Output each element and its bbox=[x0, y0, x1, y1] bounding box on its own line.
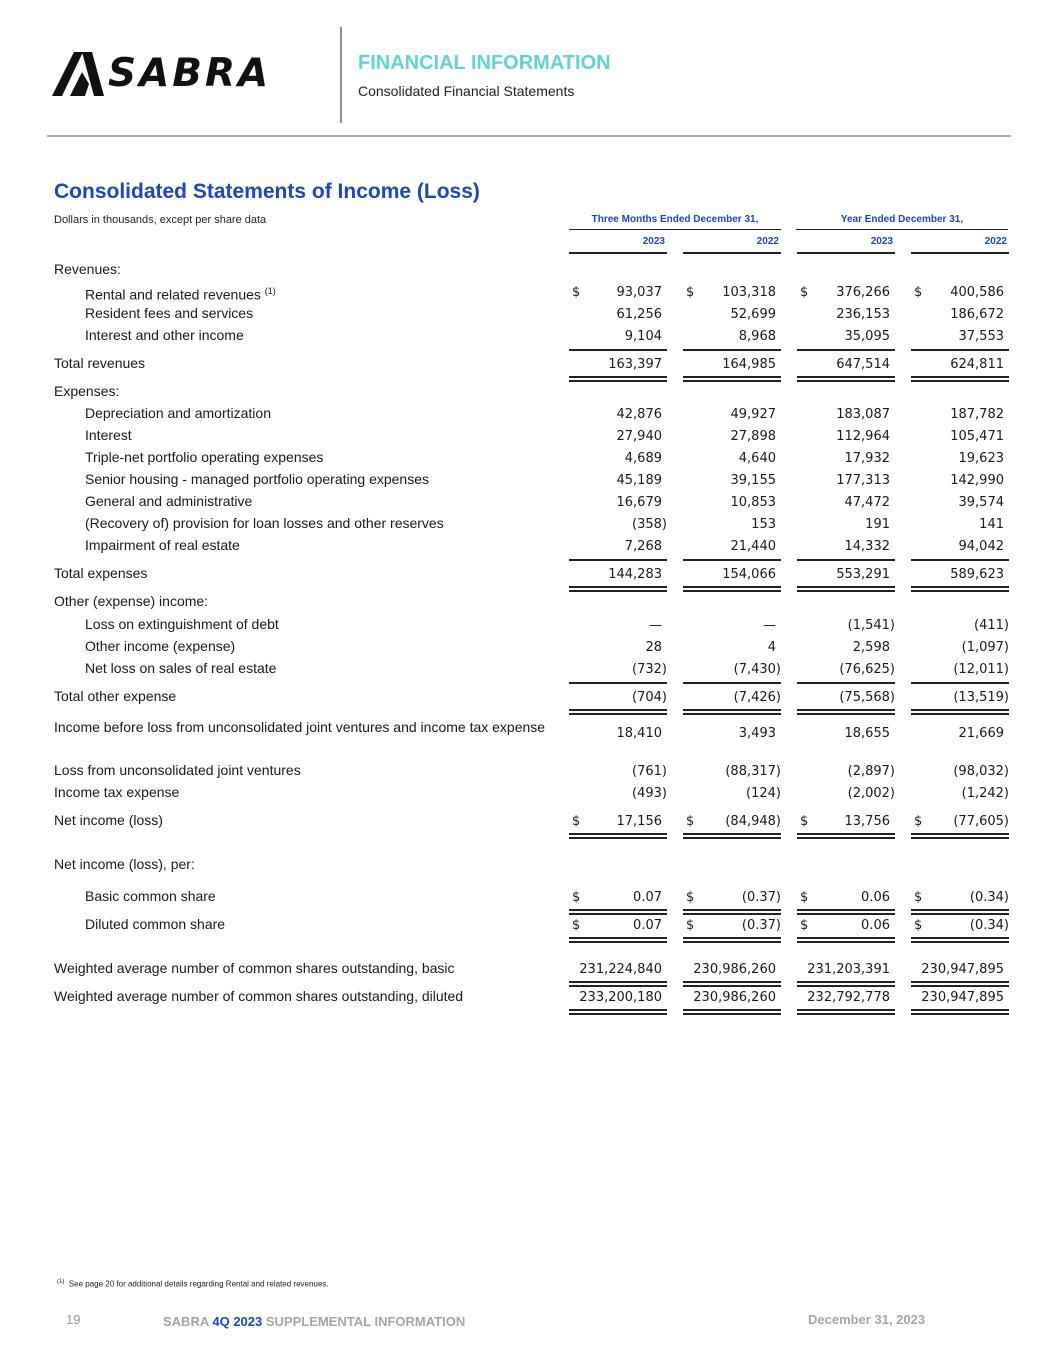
year-header: 2023 bbox=[642, 236, 665, 247]
value-cell: (704) bbox=[632, 690, 667, 705]
total-double-rule bbox=[911, 1013, 1009, 1015]
row-label bbox=[85, 427, 132, 443]
row-label-text: Depreciation and amortization bbox=[85, 405, 271, 421]
row-label bbox=[85, 449, 323, 465]
total-double-rule bbox=[797, 837, 895, 839]
value-cell: 0.06 bbox=[861, 890, 890, 905]
value-cell: 141 bbox=[979, 517, 1004, 532]
total-double-rule bbox=[683, 590, 781, 592]
total-double-rule bbox=[683, 941, 781, 943]
value-cell: 61,256 bbox=[616, 307, 662, 322]
total-double-rule bbox=[683, 833, 781, 835]
value-cell: 17,932 bbox=[844, 451, 890, 466]
total-double-rule bbox=[569, 937, 667, 939]
value-cell: (2,002) bbox=[847, 786, 895, 801]
row-label bbox=[85, 515, 444, 531]
row-label bbox=[54, 719, 554, 735]
units-note: Dollars in thousands, except per share data bbox=[54, 214, 267, 226]
section-subtitle: Consolidated Financial Statements bbox=[358, 83, 575, 99]
value-cell: 0.07 bbox=[633, 918, 662, 933]
subtotal-rule bbox=[911, 682, 1009, 684]
total-double-rule bbox=[569, 713, 667, 715]
value-cell: 18,655 bbox=[844, 726, 890, 741]
footnote-ref: (1) bbox=[264, 286, 276, 296]
value-cell: 21,669 bbox=[958, 726, 1004, 741]
value-cell: 18,410 bbox=[616, 726, 662, 741]
year-header: 2022 bbox=[756, 236, 779, 247]
currency-symbol: $ bbox=[914, 814, 923, 829]
value-cell: 153 bbox=[751, 517, 776, 532]
value-cell: (7,426) bbox=[733, 690, 781, 705]
currency-symbol: $ bbox=[572, 890, 581, 905]
value-cell: 39,574 bbox=[958, 495, 1004, 510]
value-cell: 14,332 bbox=[844, 539, 890, 554]
subtotal-rule bbox=[797, 682, 895, 684]
value-cell: (411) bbox=[974, 618, 1009, 633]
row-label-text: Total other expense bbox=[54, 688, 177, 704]
footer-period: 4Q 2023 bbox=[212, 1314, 263, 1329]
statement-title: Consolidated Statements of Income (Loss) bbox=[54, 180, 480, 203]
total-double-rule bbox=[569, 590, 667, 592]
total-double-rule bbox=[683, 709, 781, 711]
row-label-text: Total revenues bbox=[54, 355, 146, 371]
row-label-text: Resident fees and services bbox=[85, 305, 254, 321]
total-double-rule bbox=[911, 833, 1009, 835]
value-cell: (2,897) bbox=[847, 764, 895, 779]
year-header-rule bbox=[797, 252, 895, 254]
row-label bbox=[54, 856, 195, 872]
value-cell: 154,066 bbox=[722, 567, 776, 582]
value-cell: (0.34) bbox=[969, 890, 1009, 905]
subtotal-rule bbox=[797, 349, 895, 351]
value-cell: 42,876 bbox=[616, 407, 662, 422]
value-cell: 16,679 bbox=[616, 495, 662, 510]
total-double-rule bbox=[683, 586, 781, 588]
header-divider bbox=[340, 27, 342, 123]
total-double-rule bbox=[569, 1009, 667, 1011]
total-double-rule bbox=[911, 913, 1009, 915]
total-double-rule bbox=[797, 709, 895, 711]
total-double-rule bbox=[569, 380, 667, 382]
row-label bbox=[85, 405, 271, 421]
total-double-rule bbox=[569, 833, 667, 835]
value-cell: 13,756 bbox=[844, 814, 890, 829]
total-double-rule bbox=[569, 909, 667, 911]
value-cell: (493) bbox=[632, 786, 667, 801]
value-cell: 232,792,778 bbox=[807, 990, 890, 1005]
total-double-rule bbox=[683, 981, 781, 983]
row-label bbox=[85, 616, 279, 632]
value-cell: 45,189 bbox=[616, 473, 662, 488]
value-cell: 27,898 bbox=[730, 429, 776, 444]
currency-symbol: $ bbox=[914, 918, 923, 933]
currency-symbol: $ bbox=[572, 918, 581, 933]
row-label-text: Net loss on sales of real estate bbox=[85, 660, 277, 676]
group-header-three-months: Three Months Ended December 31, bbox=[591, 214, 759, 225]
total-double-rule bbox=[797, 909, 895, 911]
footer-date: December 31, 2023 bbox=[808, 1312, 926, 1327]
value-cell: (84,948) bbox=[725, 814, 781, 829]
value-cell: 376,266 bbox=[836, 285, 890, 300]
sabra-logo bbox=[52, 50, 297, 100]
row-label bbox=[85, 305, 253, 321]
value-cell: (0.37) bbox=[741, 890, 781, 905]
value-cell: 186,672 bbox=[950, 307, 1004, 322]
currency-symbol: $ bbox=[800, 285, 809, 300]
total-double-rule bbox=[683, 909, 781, 911]
year-header: 2022 bbox=[984, 236, 1007, 247]
total-double-rule bbox=[569, 709, 667, 711]
row-label-text: Revenues: bbox=[54, 261, 121, 277]
total-double-rule bbox=[797, 713, 895, 715]
value-cell: (76,625) bbox=[839, 662, 895, 677]
currency-symbol: $ bbox=[572, 814, 581, 829]
total-double-rule bbox=[911, 937, 1009, 939]
total-double-rule bbox=[569, 586, 667, 588]
value-cell: 4,640 bbox=[738, 451, 776, 466]
value-cell: (12,011) bbox=[953, 662, 1009, 677]
value-cell: 49,927 bbox=[730, 407, 776, 422]
row-label bbox=[54, 812, 163, 828]
subtotal-rule bbox=[683, 349, 781, 351]
total-double-rule bbox=[797, 586, 895, 588]
row-label-text: Total expenses bbox=[54, 565, 148, 581]
currency-symbol: $ bbox=[686, 285, 695, 300]
row-label-text: Interest and other income bbox=[85, 327, 244, 343]
value-cell: 28 bbox=[645, 640, 662, 655]
total-double-rule bbox=[569, 913, 667, 915]
value-cell: (98,032) bbox=[953, 764, 1009, 779]
subtotal-rule bbox=[911, 349, 1009, 351]
row-label bbox=[54, 383, 119, 399]
currency-symbol: $ bbox=[914, 285, 923, 300]
value-cell: 93,037 bbox=[616, 285, 662, 300]
row-label bbox=[54, 593, 208, 609]
currency-symbol: $ bbox=[686, 918, 695, 933]
group-header-rule bbox=[569, 229, 781, 230]
footer-doc-type: SUPPLEMENTAL INFORMATION bbox=[265, 1314, 466, 1329]
currency-symbol: $ bbox=[800, 890, 809, 905]
year-header-rule bbox=[569, 252, 667, 254]
value-cell: 589,623 bbox=[950, 567, 1004, 582]
value-cell: 624,811 bbox=[950, 357, 1004, 372]
row-label-text: Loss from unconsolidated joint ventures bbox=[54, 762, 301, 778]
total-double-rule bbox=[569, 981, 667, 983]
row-label-text: (Recovery of) provision for loan losses and other reserves bbox=[85, 515, 444, 531]
value-cell: (77,605) bbox=[953, 814, 1009, 829]
footer-brand: SABRA bbox=[163, 1314, 209, 1329]
value-cell: 233,200,180 bbox=[579, 990, 662, 1005]
total-double-rule bbox=[683, 913, 781, 915]
row-label-text: Senior housing - managed portfolio operating expenses bbox=[85, 471, 430, 487]
total-double-rule bbox=[569, 376, 667, 378]
value-cell: 52,699 bbox=[730, 307, 776, 322]
value-cell: (1,242) bbox=[961, 786, 1009, 801]
row-label-text: Income tax expense bbox=[54, 784, 180, 800]
subtotal-rule bbox=[797, 559, 895, 561]
value-cell: (75,568) bbox=[839, 690, 895, 705]
value-cell: 4 bbox=[767, 640, 776, 655]
row-label bbox=[85, 283, 276, 303]
value-cell: 0.07 bbox=[633, 890, 662, 905]
row-label bbox=[85, 888, 216, 904]
total-double-rule bbox=[569, 1013, 667, 1015]
value-cell: 21,440 bbox=[730, 539, 776, 554]
value-cell: 231,203,391 bbox=[807, 962, 890, 977]
footer-document-title bbox=[163, 1314, 465, 1329]
total-double-rule bbox=[911, 713, 1009, 715]
currency-symbol: $ bbox=[800, 814, 809, 829]
total-double-rule bbox=[569, 941, 667, 943]
value-cell: 9,104 bbox=[624, 329, 662, 344]
total-double-rule bbox=[569, 985, 667, 987]
year-header-rule bbox=[683, 252, 781, 254]
row-label-text: Net income (loss), per: bbox=[54, 856, 195, 872]
currency-symbol: $ bbox=[914, 890, 923, 905]
value-cell: 553,291 bbox=[836, 567, 890, 582]
subtotal-rule bbox=[911, 559, 1009, 561]
row-label bbox=[85, 471, 429, 487]
total-double-rule bbox=[797, 376, 895, 378]
value-cell: 0.06 bbox=[861, 918, 890, 933]
value-cell: (732) bbox=[632, 662, 667, 677]
total-double-rule bbox=[683, 837, 781, 839]
total-double-rule bbox=[911, 709, 1009, 711]
total-double-rule bbox=[911, 380, 1009, 382]
total-double-rule bbox=[797, 981, 895, 983]
value-cell: 163,397 bbox=[608, 357, 662, 372]
subtotal-rule bbox=[569, 682, 667, 684]
value-cell: 7,268 bbox=[624, 539, 662, 554]
total-double-rule bbox=[683, 985, 781, 987]
row-label bbox=[54, 784, 179, 800]
row-label-text: Diluted common share bbox=[85, 916, 226, 932]
value-cell: (0.37) bbox=[741, 918, 781, 933]
row-label-text: Other (expense) income: bbox=[54, 593, 209, 609]
row-label bbox=[54, 565, 147, 581]
total-double-rule bbox=[569, 837, 667, 839]
subtotal-rule bbox=[569, 349, 667, 351]
value-cell: (7,430) bbox=[733, 662, 781, 677]
value-cell: (124) bbox=[746, 786, 781, 801]
total-double-rule bbox=[683, 376, 781, 378]
row-label-text: Expenses: bbox=[54, 383, 120, 399]
value-cell: — bbox=[649, 618, 662, 633]
value-cell: 230,986,260 bbox=[693, 990, 776, 1005]
total-double-rule bbox=[911, 837, 1009, 839]
row-label-text: General and administrative bbox=[85, 493, 253, 509]
value-cell: 17,156 bbox=[616, 814, 662, 829]
value-cell: 39,155 bbox=[730, 473, 776, 488]
total-double-rule bbox=[911, 586, 1009, 588]
row-label-text: Weighted average number of common shares outstanding, basic bbox=[54, 960, 455, 976]
value-cell: 19,623 bbox=[958, 451, 1004, 466]
total-double-rule bbox=[683, 380, 781, 382]
section-title: FINANCIAL INFORMATION bbox=[358, 52, 611, 74]
currency-symbol: $ bbox=[686, 814, 695, 829]
total-double-rule bbox=[911, 981, 1009, 983]
total-double-rule bbox=[797, 833, 895, 835]
value-cell: (0.34) bbox=[969, 918, 1009, 933]
value-cell: 164,985 bbox=[722, 357, 776, 372]
total-double-rule bbox=[797, 941, 895, 943]
sabra-logo-text: SABRA bbox=[108, 51, 272, 96]
value-cell: 27,940 bbox=[616, 429, 662, 444]
row-label-text: Income before loss from unconsolidated joint ventures and income tax expense bbox=[54, 719, 546, 735]
footnote-text: See page 20 for additional details regarding Rental and related revenues. bbox=[68, 1279, 329, 1289]
value-cell: (13,519) bbox=[953, 690, 1009, 705]
value-cell: 236,153 bbox=[836, 307, 890, 322]
value-cell: (761) bbox=[632, 764, 667, 779]
value-cell: 230,986,260 bbox=[693, 962, 776, 977]
group-header-rule bbox=[796, 229, 1008, 230]
value-cell: (1,541) bbox=[847, 618, 895, 633]
header-rule bbox=[47, 135, 1011, 137]
row-label bbox=[54, 988, 463, 1004]
value-cell: 144,283 bbox=[608, 567, 662, 582]
row-label bbox=[85, 327, 244, 343]
value-cell: (88,317) bbox=[725, 764, 781, 779]
year-header: 2023 bbox=[870, 236, 893, 247]
value-cell: (358) bbox=[632, 517, 667, 532]
value-cell: 177,313 bbox=[836, 473, 890, 488]
total-double-rule bbox=[911, 909, 1009, 911]
sabra-logo-mark-icon bbox=[52, 50, 108, 100]
row-label-text: Rental and related revenues bbox=[85, 286, 261, 303]
value-cell: 4,689 bbox=[624, 451, 662, 466]
value-cell: 37,553 bbox=[958, 329, 1004, 344]
footnote bbox=[57, 1279, 329, 1289]
total-double-rule bbox=[911, 1009, 1009, 1011]
value-cell: — bbox=[763, 618, 776, 633]
value-cell: 191 bbox=[865, 517, 890, 532]
total-double-rule bbox=[797, 937, 895, 939]
value-cell: 8,968 bbox=[738, 329, 776, 344]
total-double-rule bbox=[911, 941, 1009, 943]
row-label bbox=[54, 688, 176, 704]
row-label bbox=[85, 916, 225, 932]
total-double-rule bbox=[683, 1009, 781, 1011]
value-cell: 105,471 bbox=[950, 429, 1004, 444]
row-label-text: Impairment of real estate bbox=[85, 537, 240, 553]
row-label-text: Weighted average number of common shares outstanding, diluted bbox=[54, 988, 464, 1004]
value-cell: 231,224,840 bbox=[579, 962, 662, 977]
value-cell: 112,964 bbox=[836, 429, 890, 444]
currency-symbol: $ bbox=[572, 285, 581, 300]
value-cell: 103,318 bbox=[722, 285, 776, 300]
value-cell: 142,990 bbox=[950, 473, 1004, 488]
subtotal-rule bbox=[683, 559, 781, 561]
total-double-rule bbox=[683, 937, 781, 939]
row-label bbox=[54, 355, 145, 371]
page-number: 19 bbox=[66, 1312, 81, 1327]
total-double-rule bbox=[797, 380, 895, 382]
row-label-text: Basic common share bbox=[85, 888, 216, 904]
row-label-text: Loss on extinguishment of debt bbox=[85, 616, 279, 632]
total-double-rule bbox=[797, 913, 895, 915]
value-cell: 47,472 bbox=[844, 495, 890, 510]
row-label-text: Other income (expense) bbox=[85, 638, 236, 654]
total-double-rule bbox=[911, 376, 1009, 378]
group-header-year: Year Ended December 31, bbox=[840, 214, 964, 225]
value-cell: 183,087 bbox=[836, 407, 890, 422]
row-label bbox=[85, 537, 240, 553]
row-label bbox=[85, 638, 235, 654]
row-label-text: Interest bbox=[85, 427, 132, 443]
row-label bbox=[54, 960, 455, 976]
currency-symbol: $ bbox=[800, 918, 809, 933]
value-cell: 10,853 bbox=[730, 495, 776, 510]
total-double-rule bbox=[797, 590, 895, 592]
subtotal-rule bbox=[683, 682, 781, 684]
value-cell: 94,042 bbox=[958, 539, 1004, 554]
value-cell: 35,095 bbox=[844, 329, 890, 344]
year-header-rule bbox=[911, 252, 1009, 254]
row-label bbox=[85, 493, 252, 509]
currency-symbol: $ bbox=[686, 890, 695, 905]
total-double-rule bbox=[797, 1009, 895, 1011]
value-cell: 2,598 bbox=[852, 640, 890, 655]
total-double-rule bbox=[683, 713, 781, 715]
total-double-rule bbox=[797, 1013, 895, 1015]
value-cell: (1,097) bbox=[961, 640, 1009, 655]
value-cell: 187,782 bbox=[950, 407, 1004, 422]
row-label bbox=[54, 762, 301, 778]
row-label bbox=[54, 261, 121, 277]
subtotal-rule bbox=[569, 559, 667, 561]
row-label-text: Triple-net portfolio operating expenses bbox=[85, 449, 324, 465]
row-label bbox=[85, 660, 276, 676]
total-double-rule bbox=[911, 985, 1009, 987]
total-double-rule bbox=[683, 1013, 781, 1015]
value-cell: 230,947,895 bbox=[921, 990, 1004, 1005]
value-cell: 230,947,895 bbox=[921, 962, 1004, 977]
value-cell: 3,493 bbox=[738, 726, 776, 741]
value-cell: 400,586 bbox=[950, 285, 1004, 300]
value-cell: 647,514 bbox=[836, 357, 890, 372]
total-double-rule bbox=[911, 590, 1009, 592]
footnote-marker: (1) bbox=[57, 1279, 65, 1285]
total-double-rule bbox=[797, 985, 895, 987]
row-label-text: Net income (loss) bbox=[54, 812, 163, 828]
